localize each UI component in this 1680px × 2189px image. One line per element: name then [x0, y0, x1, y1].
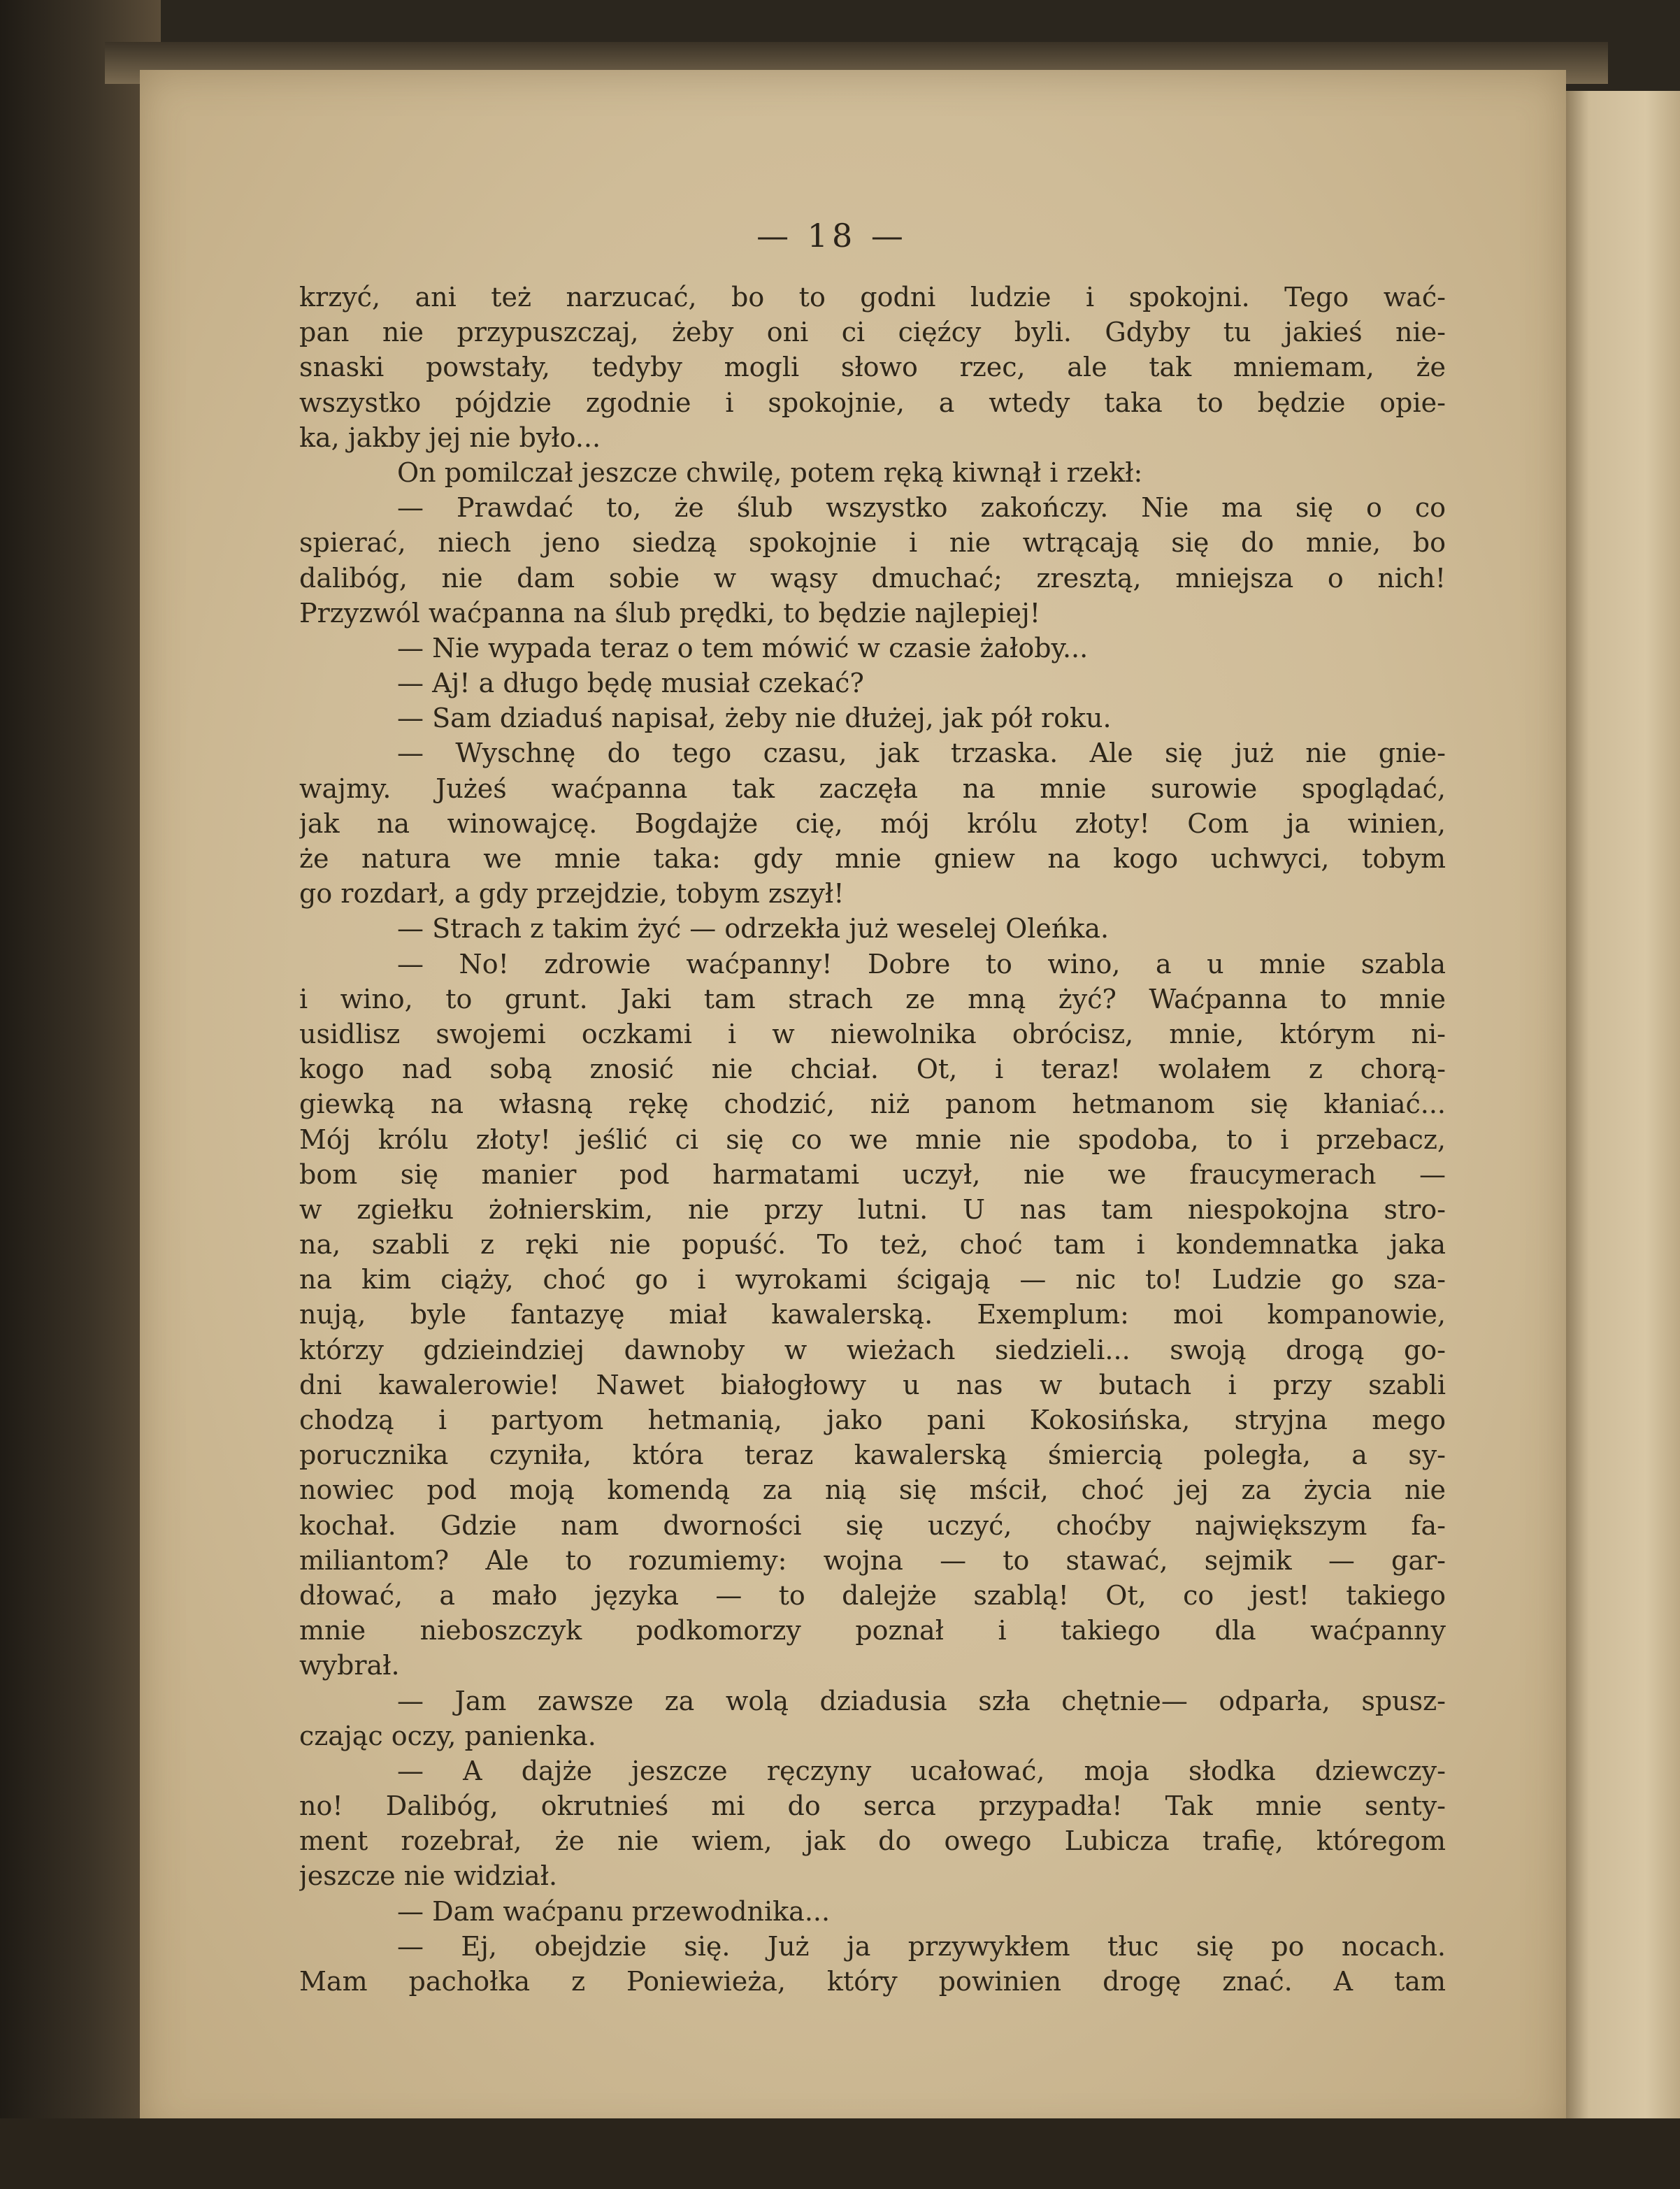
text-line: snaski powstały, tedyby mogli słowo rzec, ale tak mniemam, że — [299, 352, 1446, 383]
text-line: na kim ciąży, choć go i wyrokami ścigają — nic to! Ludzie go sza- — [299, 1264, 1446, 1296]
text-line: Mój królu złoty! jeślić ci się co we mnie nie spodoba, to i przebacz, — [299, 1124, 1446, 1155]
text-line: — Dam waćpanu przewodnika... — [397, 1895, 831, 1927]
text-line: którzy gdzieindziej dawnoby w wieżach siedzieli... swoją drogą go- — [299, 1334, 1446, 1365]
text-line: — No! zdrowie waćpanny! Dobre to wino, a u mnie szabla — [397, 948, 1446, 979]
text-line: mnie nieboszczyk podkomorzy poznał i takiego dla waćpanny — [299, 1615, 1446, 1646]
text-line: no! Dalibóg, okrutnieś mi do serca przypadła! Tak mnie senty- — [299, 1790, 1446, 1822]
text-line: dalibóg, nie dam sobie w wąsy dmuchać; zresztą, mniejsza o nich! — [299, 562, 1446, 594]
text-line: że natura we mnie taka: gdy mnie gniew na kogo uchwyci, tobym — [299, 843, 1446, 874]
text-line: — Wyschnę do tego czasu, jak trzaska. Ale się już nie gnie- — [397, 738, 1446, 769]
text-line: wajmy. Jużeś waćpanna tak zaczęła na mnie surowie spoglądać, — [299, 773, 1446, 804]
text-line: kochał. Gdzie nam dworności się uczyć, choćby największym fa- — [299, 1509, 1446, 1541]
text-line: usidlisz swojemi oczkami i w niewolnika obrócisz, mnie, którym ni- — [299, 1018, 1446, 1049]
bottom-background — [0, 2118, 1680, 2189]
text-line: nowiec pod moją komendą za nią się mścił, choć jej za życia nie — [299, 1474, 1446, 1506]
text-line: dłować, a mało języka — to dalejże szablą! Ot, co jest! takiego — [299, 1579, 1446, 1611]
text-line: bom się manier pod harmatami uczył, nie we fraucymerach — — [299, 1158, 1446, 1190]
text-line: ka, jakby jej nie było... — [299, 422, 601, 453]
text-line: — A dajże jeszcze ręczyny ucałować, moja słodka dziewczy- — [397, 1755, 1446, 1786]
text-line: — Aj! a długo będę musiał czekać? — [397, 668, 864, 699]
text-line: Przyzwól waćpanna na ślub prędki, to będzie najlepiej! — [299, 597, 1041, 629]
text-line: i wino, to grunt. Jaki tam strach ze mną żyć? Waćpanna to mnie — [299, 983, 1446, 1014]
text-line: ment rozebrał, że nie wiem, jak do owego Lubicza trafię, któregom — [299, 1825, 1446, 1857]
text-line: na, szabli z ręki nie popuść. To też, choć tam i kondemnatka jaka — [299, 1229, 1446, 1261]
text-line: wybrał. — [299, 1650, 400, 1681]
text-line: miliantom? Ale to rozumiemy: wojna — to stawać, sejmik — gar- — [299, 1544, 1446, 1576]
text-line: nują, byle fantazyę miał kawalerską. Exemplum: moi kompanowie, — [299, 1299, 1446, 1330]
text-line: spierać, niech jeno siedzą spokojnie i nie wtrącają się do mnie, bo — [299, 527, 1446, 559]
book-spine — [0, 0, 161, 2189]
text-line: chodzą i partyom hetmanią, jako pani Kokosińska, stryjna mego — [299, 1405, 1446, 1435]
text-line: kogo nad sobą znosić nie chciał. Ot, i teraz! wolałem z chorą- — [299, 1054, 1446, 1085]
text-line: krzyć, ani też narzucać, bo to godni ludzie i spokojni. Tego wać- — [299, 282, 1446, 313]
text-line: porucznika czyniła, która teraz kawalerską śmiercią poległa, a sy- — [299, 1440, 1446, 1471]
text-line: w zgiełku żołnierskim, nie przy lutni. U nas tam niespokojna stro- — [299, 1193, 1446, 1225]
text-line: giewką na własną rękę chodzić, niż panom hetmanom się kłaniać... — [299, 1089, 1446, 1120]
page-number: — 18 — — [756, 217, 907, 254]
text-line: — Nie wypada teraz o tem mówić w czasie żałoby... — [397, 632, 1089, 663]
text-line: wszystko pójdzie zgodnie i spokojnie, a wtedy taka to będzie opie- — [299, 387, 1446, 418]
text-line: czając oczy, panienka. — [299, 1720, 596, 1751]
text-line: — Ej, obejdzie się. Już ja przywykłem tłuc się po nocach. — [397, 1930, 1446, 1962]
text-line: dni kawalerowie! Nawet białogłowy u nas w butach i przy szabli — [299, 1369, 1446, 1400]
text-line: Mam pachołka z Poniewieża, który powinien drogę znać. A tam — [299, 1966, 1446, 1997]
text-line: jeszcze nie widział. — [299, 1860, 558, 1892]
text-line: pan nie przypuszczaj, żeby oni ci cięźcy byli. Gdyby tu jakieś nie- — [299, 317, 1446, 348]
text-line: jak na winowajcę. Bogdajże cię, mój królu złoty! Com ja winien, — [299, 808, 1446, 839]
text-line: — Prawdać to, że ślub wszystko zakończy. Nie ma się o co — [397, 492, 1446, 524]
text-line: On pomilczał jeszcze chwilę, potem ręką kiwnął i rzekł: — [397, 457, 1143, 488]
text-line: — Sam dziaduś napisał, żeby nie dłużej, jak pół roku. — [397, 703, 1112, 734]
next-page-edge — [1566, 91, 1680, 2132]
text-line: go rozdarł, a gdy przejdzie, tobym zszył! — [299, 878, 845, 910]
text-line: — Jam zawsze za wolą dziadusia szła chętnie— odparła, spusz- — [397, 1685, 1446, 1716]
page-text — [299, 280, 1446, 1999]
text-line: — Strach z takim żyć — odrzekła już weselej Oleńka. — [397, 913, 1110, 945]
